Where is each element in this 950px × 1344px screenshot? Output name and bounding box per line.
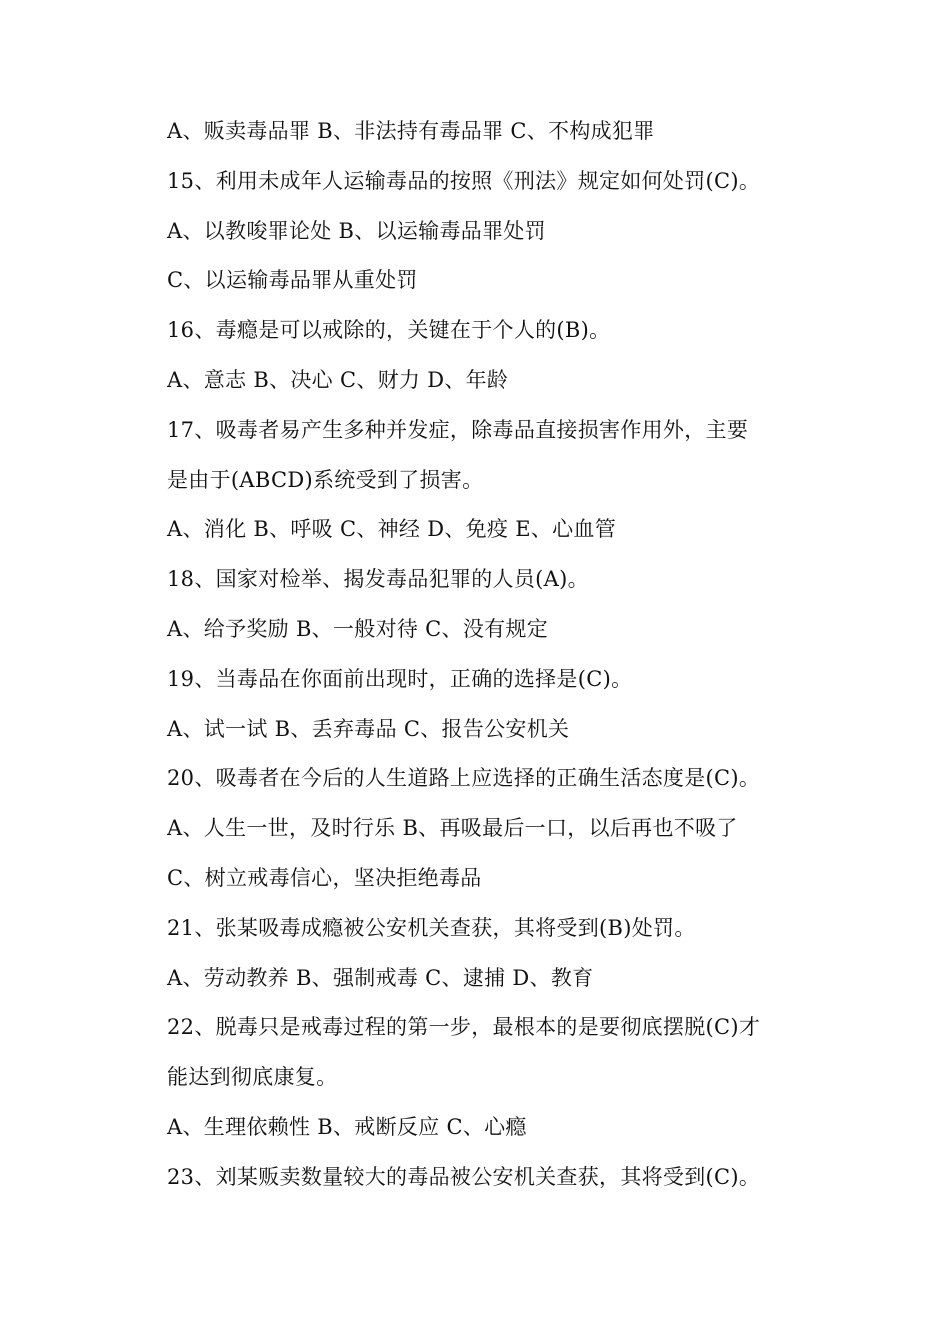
text-line: A、劳动教养 B、强制戒毒 C、逮捕 D、教育	[167, 965, 594, 990]
question-20: 20、吸毒者在今后的人生道路上应选择的正确生活态度是(C)。	[167, 766, 761, 791]
document-body	[167, 113, 807, 1209]
question-22: 22、脱毒只是戒毒过程的第一步，最根本的是要彻底摆脱(C)才	[167, 1015, 761, 1040]
question-15: 15、利用未成年人运输毒品的按照《刑法》规定如何处罚(C)。	[167, 168, 761, 193]
question-21: 21、张某吸毒成瘾被公安机关查获，其将受到(B)处罚。	[167, 915, 696, 940]
text-line: A、贩卖毒品罪 B、非法持有毒品罪 C、不构成犯罪	[167, 119, 655, 143]
question-18: 18、国家对检举、揭发毒品犯罪的人员(A)。	[167, 567, 589, 592]
text-line: A、意志 B、决心 C、财力 D、年龄	[167, 367, 509, 392]
text-line: 能达到彻底康复。	[167, 1065, 338, 1090]
text-line: C、树立戒毒信心，坚决拒绝毒品	[167, 865, 482, 890]
question-23: 23、刘某贩卖数量较大的毒品被公安机关查获，其将受到(C)。	[167, 1164, 761, 1189]
text-line: A、以教唆罪论处 B、以运输毒品罪处罚	[167, 218, 546, 243]
text-line: A、生理依赖性 B、戒断反应 C、心瘾	[167, 1114, 527, 1139]
text-line: A、人生一世，及时行乐 B、再吸最后一口，以后再也不吸了	[167, 816, 738, 841]
question-17: 17、吸毒者易产生多种并发症，除毒品直接损害作用外，主要	[167, 417, 749, 442]
text-line: C、以运输毒品罪从重处罚	[167, 268, 418, 293]
question-16: 16、毒瘾是可以戒除的，关键在于个人的(B)。	[167, 318, 611, 343]
text-line: A、消化 B、呼吸 C、神经 D、免疫 E、心血管	[167, 517, 617, 542]
text-line: 是由于(ABCD)系统受到了损害。	[167, 467, 484, 492]
text-line: A、给予奖励 B、一般对待 C、没有规定	[167, 616, 549, 641]
text-line: A、试一试 B、丢弃毒品 C、报告公安机关	[167, 716, 570, 741]
question-19: 19、当毒品在你面前出现时，正确的选择是(C)。	[167, 666, 633, 691]
